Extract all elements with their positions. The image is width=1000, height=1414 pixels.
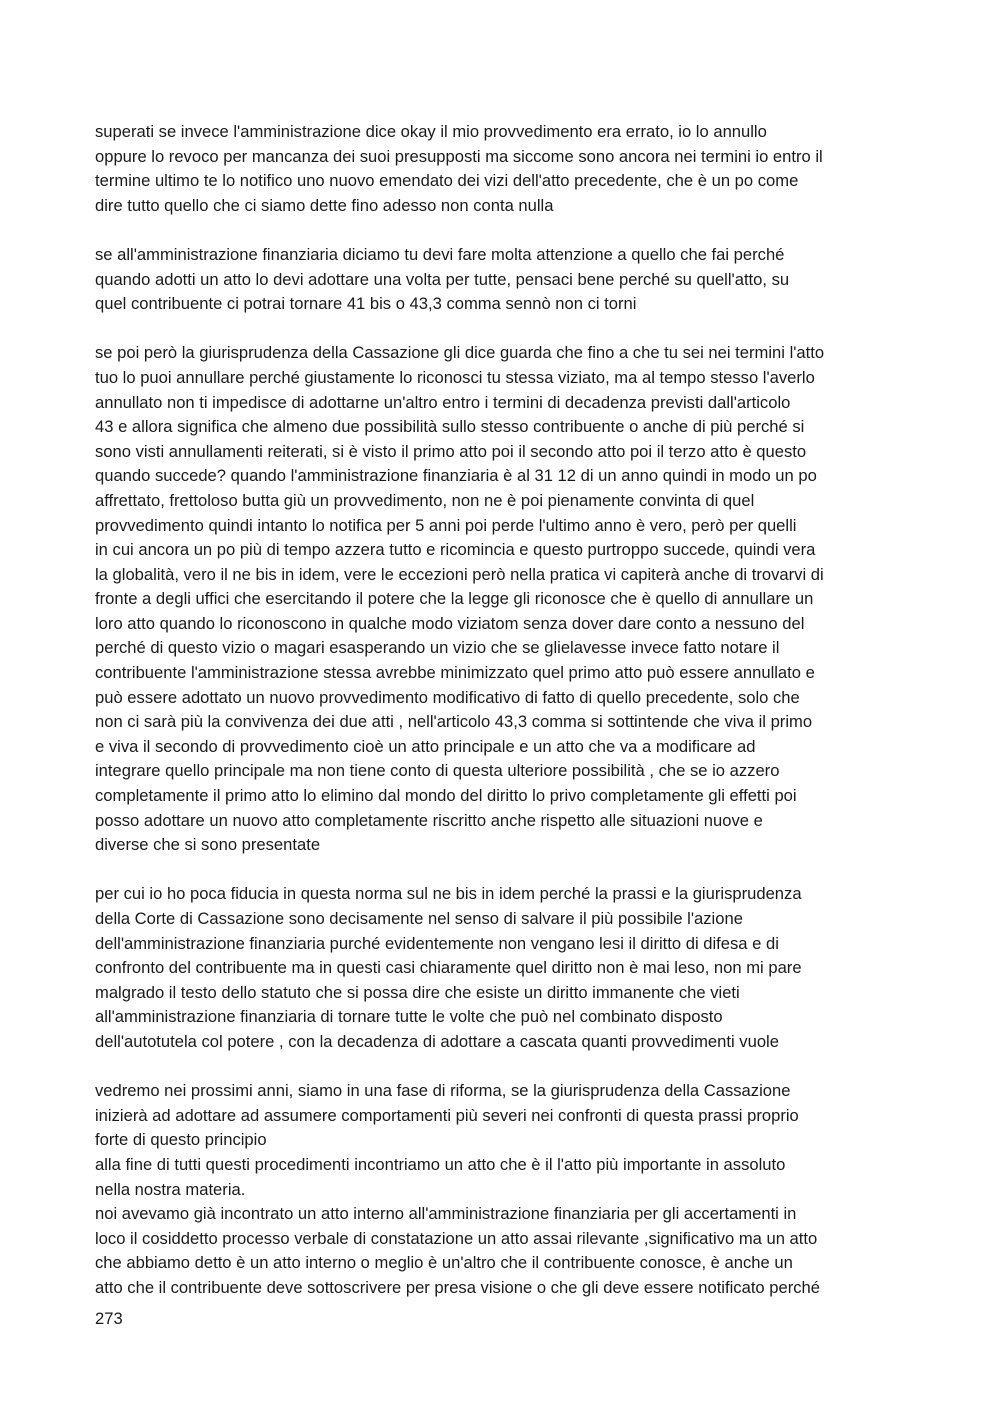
paragraph-spacer — [95, 218, 915, 243]
paragraph-5: vedremo nei prossimi anni, siamo in una fase di riforma, se la giurisprudenza della Cassazione inizierà ad adottare ad assumere comportamenti più severi nei confronti di questa prassi proprio forte di questo principio alla fine di tutti questi procedimenti incontriamo un atto che è il l'atto più importante in assoluto nella nostra materia. noi avevamo già incontrato un atto interno all'amministrazione finanziaria per gli accertamenti in loco il cosiddetto processo verbale di constatazione un atto assai rilevante ,significativo ma un atto che abbiamo detto è un atto interno o meglio è un'altro che il contribuente conosce, è anche un atto che il contribuente deve sottoscrivere per presa visione o che gli deve essere notificato perché — [95, 1081, 821, 1297]
paragraph-spacer — [95, 858, 915, 883]
paragraph-2: se all'amministrazione finanziaria diciamo tu devi fare molta attenzione a quello che fai perché quando adotti un atto lo devi adottare una volta per tutte, pensaci bene perché su quell'atto, su quel contribuente ci potrai tornare 41 bis o 43,3 comma sennò non ci torni — [95, 244, 790, 314]
paragraph-3: se poi però la giurisprudenza della Cassazione gli dice guarda che fino a che tu sei nei termini l'atto tuo lo puoi annullare perché giustamente lo riconosci tu stessa viziato, ma al tempo stesso l'averlo annullato non ti impedisce di adottarne un'altro entro i termini di decadenza previsti dall'articolo 43 e allora significa che almeno due possibilità sullo stesso contribuente o anche di più perché si sono visti annullamenti reiterati, si è visto il primo atto poi il secondo atto poi il terzo atto è questo quando succede? quando l'amministrazione finanziaria è al 31 12 di un anno quindi in modo un po affrettato, frettoloso butta giù un provvedimento, non ne è poi pienamente convinta di quel provvedimento quindi intanto lo notifica per 5 anni poi perde l'ultimo anno è vero, però per quelli in cui ancora un po più di tempo azzera tutto e ricomincia e questo purtroppo succede, quindi vera la globalità, vero il ne bis in idem, vere le eccezioni però nella pratica vi capiterà anche di trovarvi di fronte a degli uffici che esercitando il potere che la legge gli riconosce che è quello di annullare un loro atto quando lo riconoscono in qualche modo viziatom senza dover dare conto a nessuno del perché di questo vizio o magari esasperando un vizio che se glielavesse invece fatto notare il contribuente l'amministrazione stessa avrebbe minimizzato quel primo atto può essere annullato e può essere adottato un nuovo provvedimento modificativo di fatto di quello precedente, solo che non ci sarà più la convivenza dei due atti , nell'articolo 43,3 comma si sottintende che viva il primo e viva il secondo di provvedimento cioè un atto principale e un atto che va a modificare ad integrare quello principale ma non tiene conto di questa ulteriore possibilità , che se io azzero completamente il primo atto lo elimino dal mondo del diritto lo privo completamente gli effetti poi posso adottare un nuovo atto completamente riscritto anche rispetto alle situazioni nuove e diverse che si sono presentate — [95, 343, 825, 855]
document-body — [95, 120, 915, 1301]
page-number: 273 — [95, 1309, 123, 1328]
paragraph-spacer — [95, 1055, 915, 1080]
paragraph-1: superati se invece l'amministrazione dice okay il mio provvedimento era errato, io lo annullo oppure lo revoco per mancanza dei suoi presupposti ma siccome sono ancora nei termini io entro il termine ultimo te lo notifico uno nuovo emendato dei vizi dell'atto precedente, che è un po come dire tutto quello che ci siamo dette fino adesso non conta nulla — [95, 122, 823, 215]
paragraph-spacer — [95, 317, 915, 342]
paragraph-4: per cui io ho poca fiducia in questa norma sul ne bis in idem perché la prassi e la giurisprudenza della Corte di Cassazione sono decisamente nel senso di salvare il più possibile l'azione dell'amministrazione finanziaria purché evidentemente non vengano lesi il diritto di difesa e di confronto del contribuente ma in questi casi chiaramente quel diritto non è mai leso, non mi pare malgrado il testo dello statuto che si possa dire che esiste un diritto immanente che vieti all'amministrazione finanziaria di tornare tutte le volte che può nel combinato disposto dell'autotutela col potere , con la decadenza di adottare a cascata quanti provvedimenti vuole — [95, 884, 802, 1051]
